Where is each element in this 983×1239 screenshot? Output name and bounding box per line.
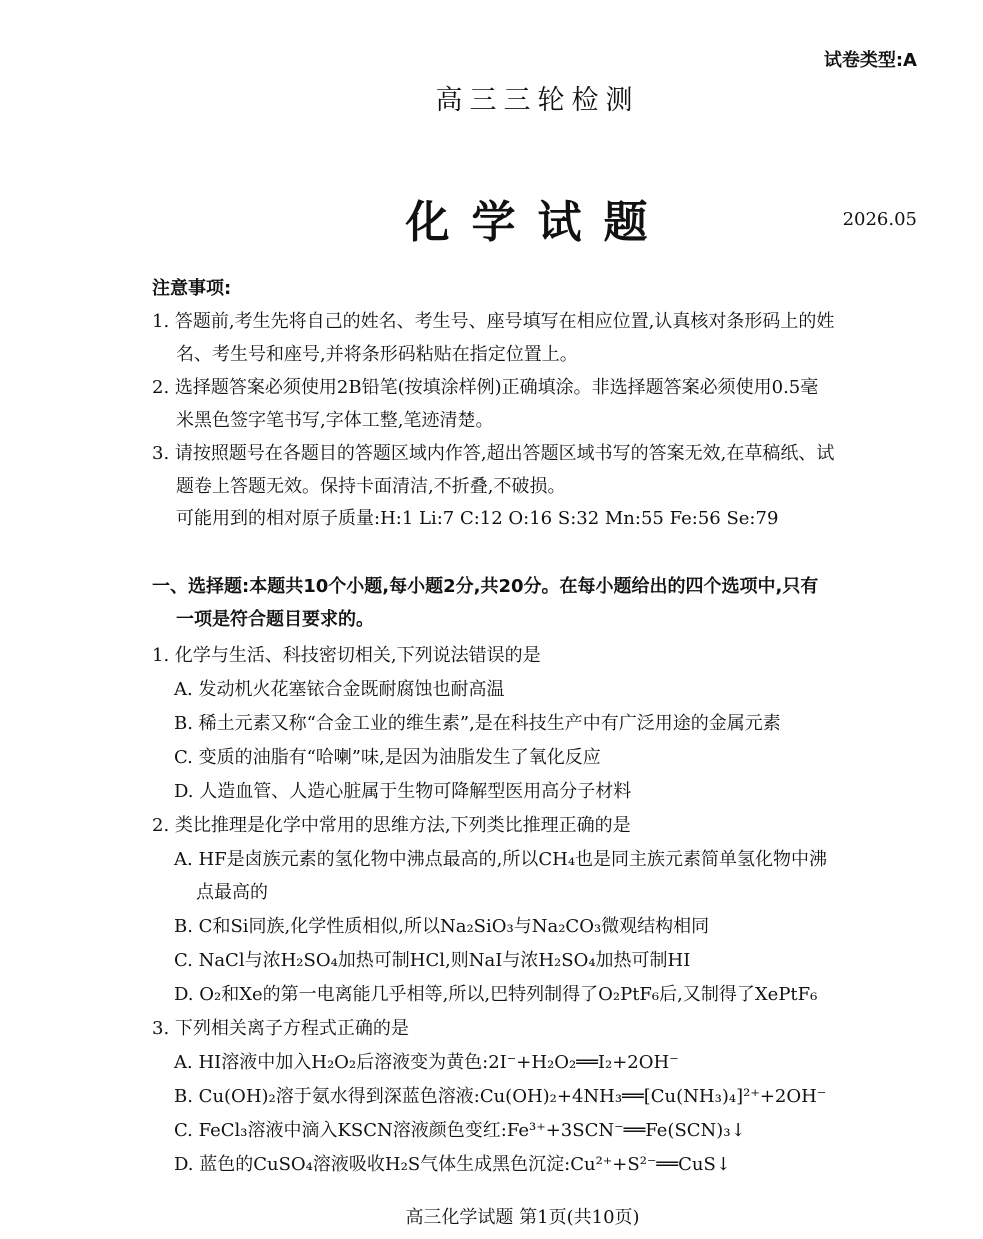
question-3-option-a: A. HI溶液中加入H₂O₂后溶液变为黄色:2I⁻+H₂O₂══I₂+2OH⁻ (174, 1052, 679, 1073)
question-1-option-c: C. 变质的油脂有“哈喇”味,是因为油脂发生了氧化反应 (174, 747, 601, 768)
section-heading-cont: 一项是符合题目要求的。 (176, 609, 374, 630)
question-1-option-b: B. 稀土元素又称“合金工业的维生素”,是在科技生产中有广泛用途的金属元素 (174, 713, 781, 734)
question-3-option-d: D. 蓝色的CuSO₄溶液吸收H₂S气体生成黑色沉淀:Cu²⁺+S²⁻══CuS↓ (174, 1154, 731, 1175)
atomic-mass-line: 可能用到的相对原子质量:H:1 Li:7 C:12 O:16 S:32 Mn:55 Fe:56 Se:79 (176, 508, 779, 529)
notice-heading: 注意事项: (152, 278, 232, 299)
notice-line: 3. 请按照题号在各题目的答题区域内作答,超出答题区域书写的答案无效,在草稿纸、试 (152, 443, 835, 464)
notice-line: 米黑色签字笔书写,字体工整,笔迹清楚。 (176, 410, 494, 431)
section-heading: 一、选择题:本题共10个小题,每小题2分,共20分。在每小题给出的四个选项中,只有 (152, 576, 819, 597)
question-2-option-c: C. NaCl与浓H₂SO₄加热可制HCl,则NaI与浓H₂SO₄加热可制HI (174, 950, 691, 971)
question-2-option-a: A. HF是卤族元素的氢化物中沸点最高的,所以CH₄也是同主族元素简单氢化物中沸 (174, 849, 828, 870)
question-2-stem: 2. 类比推理是化学中常用的思维方法,下列类比推理正确的是 (152, 815, 631, 836)
exam-title: 化学试题 (405, 197, 670, 248)
question-1-stem: 1. 化学与生活、科技密切相关,下列说法错误的是 (152, 645, 541, 666)
question-2-option-a-cont: 点最高的 (196, 882, 268, 903)
notice-line: 名、考生号和座号,并将条形码粘贴在指定位置上。 (176, 344, 578, 365)
question-3-option-c: C. FeCl₃溶液中滴入KSCN溶液颜色变红:Fe³⁺+3SCN⁻══Fe(SCN)₃↓ (174, 1120, 746, 1141)
question-1-option-a: A. 发动机火花塞铱合金既耐腐蚀也耐高温 (174, 679, 505, 700)
question-2-option-d: D. O₂和Xe的第一电离能几乎相等,所以,巴特列制得了O₂PtF₆后,又制得了XePtF₆ (174, 984, 818, 1005)
question-3-stem: 3. 下列相关离子方程式正确的是 (152, 1018, 409, 1039)
question-2-option-b: B. C和Si同族,化学性质相似,所以Na₂SiO₃与Na₂CO₃微观结构相同 (174, 916, 710, 937)
paper-type: 试卷类型:A (823, 50, 917, 71)
notice-line: 题卷上答题无效。保持卡面清洁,不折叠,不破损。 (176, 476, 566, 497)
question-1-option-d: D. 人造血管、人造心脏属于生物可降解型医用高分子材料 (174, 781, 632, 802)
page-footer: 高三化学试题 第1页(共10页) (405, 1207, 640, 1228)
exam-round-title: 高三三轮检测 (435, 85, 640, 116)
notice-line: 1. 答题前,考生先将自己的姓名、考生号、座号填写在相应位置,认真核对条形码上的姓 (152, 311, 835, 332)
notice-line: 2. 选择题答案必须使用2B铅笔(按填涂样例)正确填涂。非选择题答案必须使用0.5毫 (152, 377, 819, 398)
exam-date: 2026.05 (842, 209, 917, 230)
question-3-option-b: B. Cu(OH)₂溶于氨水得到深蓝色溶液:Cu(OH)₂+4NH₃══[Cu(NH₃)₄]²⁺+2OH⁻ (174, 1086, 827, 1107)
